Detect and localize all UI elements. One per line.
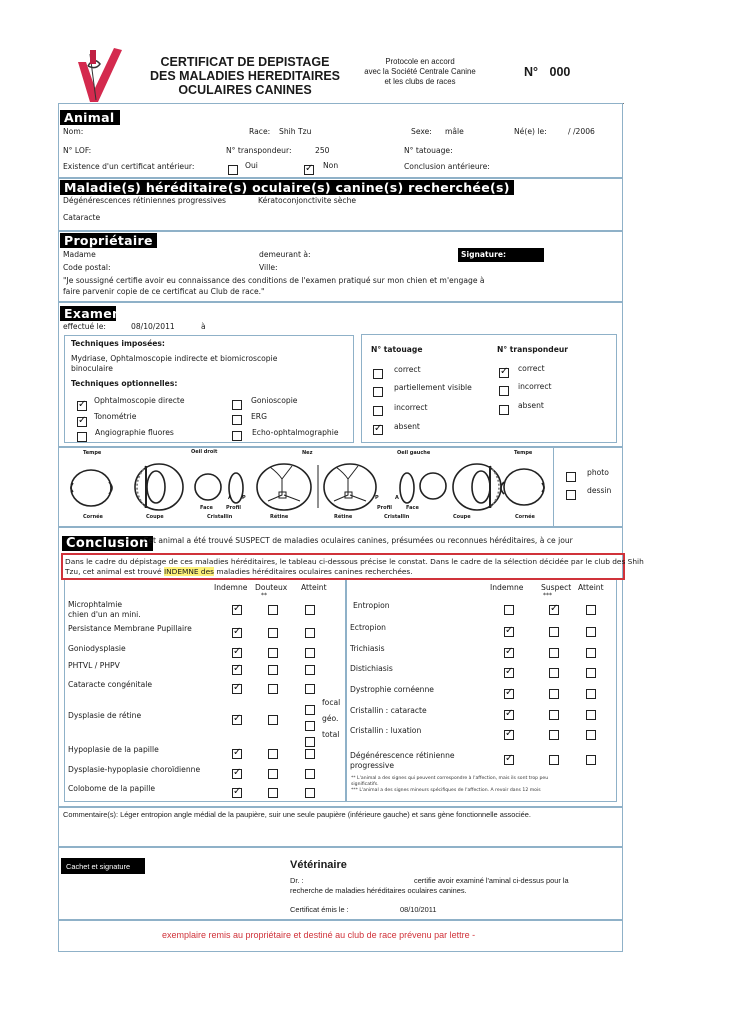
result-checkbox[interactable]	[305, 684, 315, 694]
left-header-atteint: Atteint	[301, 583, 327, 592]
section-title-examen: Examen	[60, 306, 116, 321]
result-label: Goniodysplasie	[68, 644, 126, 653]
emis-value[interactable]: 08/10/2011	[400, 905, 437, 914]
result-checkbox[interactable]	[232, 788, 242, 798]
right-header-stars: ***	[543, 592, 552, 599]
statement-text: maladies héréditaires oculaires canines recherchées.	[214, 567, 413, 576]
dessin-checkbox[interactable]	[566, 490, 576, 500]
result-checkbox[interactable]	[268, 788, 278, 798]
p-label: P	[242, 495, 246, 501]
retine-sub-label: géo.	[322, 714, 339, 723]
result-checkbox[interactable]	[232, 749, 242, 759]
tonometrie-checkbox[interactable]	[77, 417, 87, 427]
result-label: Dysplasie de rétine	[68, 711, 142, 720]
section-title-conclusion: Conclusion	[62, 536, 153, 551]
left-header-stars: **	[261, 592, 267, 599]
angiographie-checkbox[interactable]	[77, 432, 87, 442]
photo-label: photo	[587, 468, 609, 477]
demeurant-label: demeurant à:	[259, 250, 311, 259]
cachet-label: Cachet et signature	[66, 862, 131, 871]
retine-sub-checkbox[interactable]	[305, 721, 315, 731]
result-label-2: chien d'un an mini.	[68, 610, 141, 619]
diagram-label-top: Tempe	[514, 450, 533, 456]
diagram-label-bottom: Coupe	[453, 514, 471, 520]
nom-label: Nom:	[63, 127, 84, 136]
result-checkbox[interactable]	[232, 665, 242, 675]
section-title-animal: Animal	[60, 110, 120, 125]
result-checkbox[interactable]	[586, 710, 596, 720]
highlighted-text: INDEMNE des	[163, 567, 215, 576]
commentaire-text: Commentaire(s): Léger entropion angle médial de la paupière, suir une seule paupière (inférieure gauche) et sans gène fonctionnelle associée.	[63, 810, 531, 819]
transpondeur-option-label: incorrect	[518, 382, 552, 391]
diagram-label-top: Tempe	[83, 450, 102, 456]
sexe-value[interactable]: mâle	[445, 127, 464, 136]
result-checkbox[interactable]	[504, 648, 514, 658]
result-checkbox[interactable]	[232, 769, 242, 779]
left-header-douteux: Douteux	[255, 583, 288, 592]
birthdate-value[interactable]: / /2006	[568, 127, 595, 136]
certificate-title	[130, 55, 360, 97]
result-checkbox[interactable]	[268, 648, 278, 658]
transpondeur-title: N° transpondeur	[497, 345, 569, 354]
section-title-maladies: Maladie(s) héréditaire(s) oculaire(s) canine(s) recherchée(s)	[60, 180, 514, 195]
p-label: P	[375, 495, 379, 501]
erg-checkbox[interactable]	[232, 415, 242, 425]
option-label: Gonioscopie	[251, 396, 298, 405]
option-label: ERG	[251, 412, 267, 421]
transpondeur-option-label: absent	[518, 401, 544, 410]
a-label: A	[395, 495, 399, 501]
footnote: *** L'animal a des signes mineurs spécifiques de l'affection. A revoir dans 12 mois	[351, 788, 541, 793]
profil-label: Profil	[226, 505, 241, 511]
statement-text: Tzu, cet animal est trouvé	[65, 567, 164, 576]
footnote: ** L'animal a des signes qui peuvent correspondre à l'affection, mais ils sont trop peu	[351, 776, 549, 781]
result-checkbox[interactable]	[504, 627, 514, 637]
result-checkbox[interactable]	[232, 605, 242, 615]
footnote: significatifs.	[351, 782, 379, 787]
tatouage-absent-checkbox[interactable]	[373, 425, 383, 435]
section-title-proprietaire: Propriétaire	[60, 233, 157, 248]
result-label: Cataracte congénitale	[68, 680, 153, 689]
dessin-label: dessin	[587, 486, 612, 495]
result-checkbox[interactable]	[268, 665, 278, 675]
result-checkbox[interactable]	[549, 710, 559, 720]
result-checkbox[interactable]	[232, 648, 242, 658]
result-label: Microphtalmie	[68, 600, 122, 609]
result-label: Colobome de la papille	[68, 784, 156, 793]
photo-checkbox[interactable]	[566, 472, 576, 482]
tatouage-incorrect-checkbox[interactable]	[373, 406, 383, 416]
result-checkbox[interactable]	[549, 755, 559, 765]
certifie-text-2: recherche de maladies héréditaires oculaires canines.	[290, 886, 467, 895]
number-value: 000	[549, 65, 571, 79]
tatouage-label: N° tatouage:	[404, 146, 453, 155]
maladie-item: Dégénérescences rétiniennes progressives	[63, 196, 226, 205]
result-label: Cristallin : cataracte	[350, 706, 427, 715]
eye-diagram	[62, 449, 552, 524]
result-checkbox[interactable]	[268, 684, 278, 694]
result-checkbox[interactable]	[504, 755, 514, 765]
madame-label: Madame	[63, 250, 96, 259]
title-line-1: CERTIFICAT DE DEPISTAGE	[160, 55, 330, 69]
result-label: Distichiasis	[350, 664, 393, 673]
race-value[interactable]: Shih Tzu	[279, 127, 312, 136]
right-header-indemne: Indemne	[490, 583, 524, 592]
result-checkbox[interactable]	[549, 730, 559, 740]
suspect-statement: Cet animal a été trouvé SUSPECT de maladies oculaires canines, présumées ou reconnues héréditaires, à ce jour	[143, 536, 573, 545]
tatouage-partiel-checkbox[interactable]	[373, 387, 383, 397]
non-checkbox[interactable]	[304, 165, 314, 175]
tatouage-option-label: partiellement visible	[394, 383, 472, 392]
right-header-atteint: Atteint	[578, 583, 604, 592]
result-checkbox[interactable]	[268, 605, 278, 615]
diagram-label-bottom: Cristallin	[384, 514, 410, 520]
result-checkbox[interactable]	[549, 648, 559, 658]
oui-label: Oui	[245, 161, 258, 170]
result-label: Dégénérescence rétinienne	[350, 751, 455, 760]
diagram-label-bottom: Rétine	[270, 514, 289, 520]
profil-label: Profil	[377, 505, 392, 511]
techniques-imposees-text: binoculaire	[71, 364, 113, 373]
result-checkbox[interactable]	[305, 605, 315, 615]
result-checkbox[interactable]	[305, 788, 315, 798]
result-checkbox[interactable]	[232, 715, 242, 725]
a-label: A	[228, 495, 232, 501]
oui-checkbox[interactable]	[228, 165, 238, 175]
result-label: Dystrophie cornéenne	[350, 685, 434, 694]
protocol-line: avec la Société Centrale Canine	[364, 67, 476, 76]
ville-label: Ville:	[259, 263, 278, 272]
emis-label: Certificat émis le :	[290, 905, 349, 914]
result-checkbox[interactable]	[586, 730, 596, 740]
declaration-line: "Je soussigné certifie avoir eu connaissance des conditions de l'examen pratiqué sur mon chien et m'engage à	[63, 276, 485, 285]
result-checkbox[interactable]	[549, 689, 559, 699]
diagram-label-bottom: Cristallin	[207, 514, 233, 520]
result-checkbox[interactable]	[549, 605, 559, 615]
tatouage-correct-checkbox[interactable]	[373, 369, 383, 379]
transpondeur-absent-checkbox[interactable]	[499, 405, 509, 415]
result-label: PHTVL / PHPV	[68, 661, 120, 670]
indemne-statement-line2	[65, 568, 413, 577]
declaration-line: faire parvenir copie de ce certificat au Club de race."	[63, 287, 265, 296]
veterinaire-title: Vétérinaire	[290, 859, 347, 871]
result-checkbox[interactable]	[504, 668, 514, 678]
result-checkbox[interactable]	[268, 749, 278, 759]
protocol-line: et les clubs de races	[384, 77, 456, 86]
diagram-label-bottom: Coupe	[146, 514, 164, 520]
result-label-2: progressive	[350, 761, 395, 770]
retine-sub-label: focal	[322, 698, 341, 707]
maladie-item: Kératoconjonctivite sèche	[258, 196, 357, 205]
result-checkbox[interactable]	[305, 665, 315, 675]
option-label: Echo-ophtalmographie	[252, 428, 339, 437]
certificat-anterieur-label: Existence d'un certificat antérieur:	[63, 162, 195, 171]
diagram-label-top: Oeil gauche	[397, 450, 431, 456]
protocol-note	[362, 57, 478, 87]
tatouage-option-label: incorrect	[394, 403, 428, 412]
protocol-line: Protocole en accord	[385, 57, 455, 66]
techniques-optionnelles-label: Techniques optionnelles:	[71, 379, 178, 388]
birthdate-label: Né(e) le:	[514, 127, 547, 136]
retine-sub-checkbox[interactable]	[305, 705, 315, 715]
result-checkbox[interactable]	[586, 605, 596, 615]
result-label: Entropion	[353, 601, 390, 610]
result-checkbox[interactable]	[268, 715, 278, 725]
result-checkbox[interactable]	[504, 689, 514, 699]
race-label: Race:	[249, 127, 271, 136]
option-label: Angiographie fluores	[95, 428, 174, 437]
lof-label: N° LOF:	[63, 146, 92, 155]
result-checkbox[interactable]	[549, 627, 559, 637]
footer-note: exemplaire remis au propriétaire et destiné au club de race prévenu par lettre -	[162, 930, 476, 940]
transpondeur-incorrect-checkbox[interactable]	[499, 386, 509, 396]
result-label: Hypoplasie de la papille	[68, 745, 159, 754]
transpondeur-correct-checkbox[interactable]	[499, 368, 509, 378]
indemne-statement-line1: Dans le cadre du dépistage de ces maladies héréditaires, le tableau ci-dessous précise le constat. Dans le cadre de la sélection décidée par le club des Shih	[65, 557, 644, 566]
signature-label: Signature:	[461, 250, 507, 259]
techniques-box	[64, 335, 354, 443]
maladie-item: Cataracte	[63, 213, 101, 222]
code-postal-label: Code postal:	[63, 263, 111, 272]
result-checkbox[interactable]	[549, 668, 559, 678]
echo-checkbox[interactable]	[232, 431, 242, 441]
result-checkbox[interactable]	[586, 627, 596, 637]
retine-sub-label: total	[322, 730, 340, 739]
result-label: Ectropion	[350, 623, 386, 632]
title-line-2: DES MALADIES HEREDITAIRES	[149, 69, 341, 83]
certificate-number	[524, 65, 570, 79]
result-checkbox[interactable]	[586, 689, 596, 699]
result-checkbox[interactable]	[305, 648, 315, 658]
sexe-label: Sexe:	[411, 127, 432, 136]
result-checkbox[interactable]	[504, 605, 514, 615]
transpondeur-label: N° transpondeur:	[226, 146, 292, 155]
logo	[76, 44, 126, 104]
tatouage-option-label: absent	[394, 422, 420, 431]
ophtalmoscopie-checkbox[interactable]	[77, 401, 87, 411]
result-checkbox[interactable]	[504, 730, 514, 740]
gonioscopie-checkbox[interactable]	[232, 400, 242, 410]
result-checkbox[interactable]	[586, 755, 596, 765]
option-label: Ophtalmoscopie directe	[94, 396, 185, 405]
tatouage-option-label: correct	[394, 365, 421, 374]
cachet-signature-box[interactable]	[61, 858, 145, 874]
diagram-label-top: Oeil droit	[191, 449, 218, 455]
dr-label: Dr. :	[290, 876, 304, 885]
result-label: Persistance Membrane Pupillaire	[68, 624, 192, 633]
result-label: Trichiasis	[350, 644, 385, 653]
transpondeur-option-label: correct	[518, 364, 545, 373]
certifie-text: certifie avoir examiné l'aminal ci-dessus pour la	[414, 876, 569, 885]
a-label: à	[201, 322, 206, 331]
result-checkbox[interactable]	[232, 684, 242, 694]
option-label: Tonométrie	[94, 412, 137, 421]
diagram-label-top: Nez	[302, 450, 313, 456]
tatouage-title: N° tatouage	[371, 345, 423, 354]
conclusion-anterieure-label: Conclusion antérieure:	[404, 162, 490, 171]
number-label: N°	[524, 65, 539, 79]
result-checkbox[interactable]	[586, 668, 596, 678]
result-checkbox[interactable]	[268, 628, 278, 638]
result-checkbox[interactable]	[305, 769, 315, 779]
retine-sub-checkbox[interactable]	[305, 737, 315, 747]
left-header-indemne: Indemne	[214, 583, 248, 592]
effectue-label: effectué le:	[63, 322, 106, 331]
diagram-label-bottom: Rétine	[334, 514, 353, 520]
result-checkbox[interactable]	[586, 648, 596, 658]
face-label: Face	[200, 505, 213, 511]
diagram-label-bottom: Cornée	[83, 514, 103, 520]
result-checkbox[interactable]	[268, 769, 278, 779]
techniques-imposees-label: Techniques imposées:	[71, 339, 165, 348]
result-checkbox[interactable]	[305, 628, 315, 638]
transpondeur-value[interactable]: 250	[315, 146, 330, 155]
effectue-value[interactable]: 08/10/2011	[131, 322, 175, 331]
result-checkbox[interactable]	[305, 749, 315, 759]
signature-box[interactable]	[458, 248, 544, 262]
result-checkbox[interactable]	[504, 710, 514, 720]
result-label: Cristallin : luxation	[350, 726, 422, 735]
result-checkbox[interactable]	[232, 628, 242, 638]
title-line-3: OCULAIRES CANINES	[178, 83, 312, 97]
techniques-imposees-text: Mydriase, Ophtalmoscopie indirecte et biomicroscopie	[71, 354, 278, 363]
face-label: Face	[406, 505, 419, 511]
non-label: Non	[323, 161, 339, 170]
diagram-label-bottom: Cornée	[515, 514, 535, 520]
result-label: Dysplasie-hypoplasie choroïdienne	[68, 765, 201, 774]
right-header-suspect: Suspect	[541, 583, 572, 592]
